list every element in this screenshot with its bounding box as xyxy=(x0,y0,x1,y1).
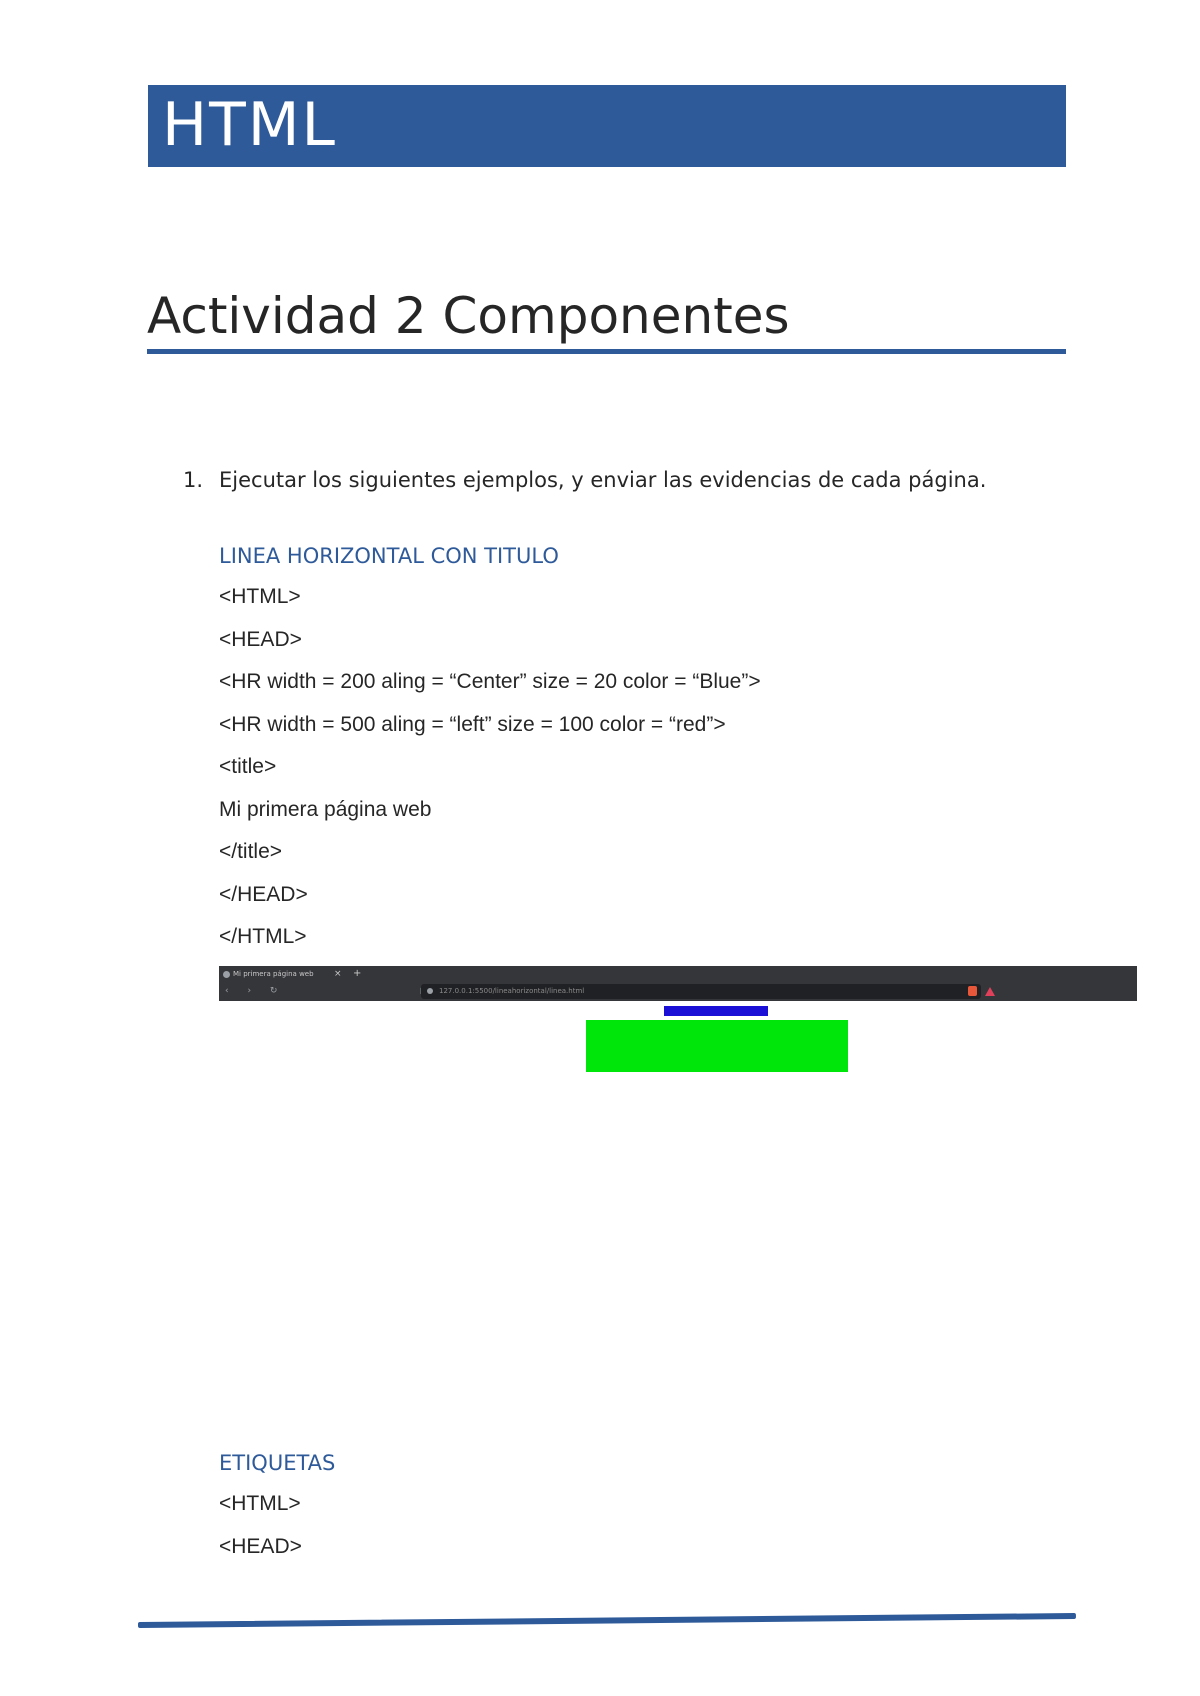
code-line: </title> xyxy=(219,840,283,863)
code-line: <HTML> xyxy=(219,1492,301,1515)
evidence-screenshot xyxy=(219,966,1137,1076)
globe-icon xyxy=(223,971,230,978)
page-title: Actividad 2 Componentes xyxy=(147,287,790,345)
brave-shield-icon[interactable] xyxy=(968,986,977,996)
rendered-hr-green xyxy=(586,1020,848,1072)
code-line: <title> xyxy=(219,755,277,778)
code-line: <HTML> xyxy=(219,585,301,608)
browser-tab[interactable] xyxy=(223,968,343,980)
address-bar[interactable] xyxy=(421,984,981,999)
header-label: HTML xyxy=(162,90,337,160)
code-block-etiquetas xyxy=(219,1489,302,1574)
code-line: Mi primera página web xyxy=(219,797,432,821)
code-line: <HEAD> xyxy=(219,627,302,651)
code-line: <HR width = 200 aling = “Center” size = 20 color = “Blue”> xyxy=(219,670,761,693)
instruction-text: Ejecutar los siguientes ejemplos, y enviar las evidencias de cada página. xyxy=(219,468,987,492)
header-band xyxy=(148,85,1066,167)
lock-icon xyxy=(427,988,433,994)
footer-line xyxy=(138,1613,1076,1628)
code-line: </HTML> xyxy=(219,925,307,948)
new-tab-icon[interactable]: + xyxy=(353,968,362,979)
close-icon[interactable]: × xyxy=(334,969,342,979)
section-heading-linea-horizontal: LINEA HORIZONTAL CON TITULO xyxy=(219,544,559,568)
section-heading-etiquetas: ETIQUETAS xyxy=(219,1451,336,1475)
list-number: 1. xyxy=(183,468,204,492)
code-line: <HR width = 500 aling = “left” size = 100 color = “red”> xyxy=(219,712,726,736)
code-line: <HEAD> xyxy=(219,1534,302,1558)
rendered-hr-blue xyxy=(664,1006,768,1016)
rewards-triangle-icon[interactable] xyxy=(985,987,995,996)
browser-tab-title: Mi primera página web xyxy=(233,970,314,978)
browser-nav-icons[interactable]: ‹ › ↻ xyxy=(225,986,286,996)
code-block-linea-horizontal xyxy=(219,582,761,965)
title-underline xyxy=(147,349,1066,354)
address-text: 127.0.0.1:5500/lineahorizontal/linea.html xyxy=(439,987,585,995)
code-line: </HEAD> xyxy=(219,882,308,906)
browser-toolbar xyxy=(219,966,1137,1001)
